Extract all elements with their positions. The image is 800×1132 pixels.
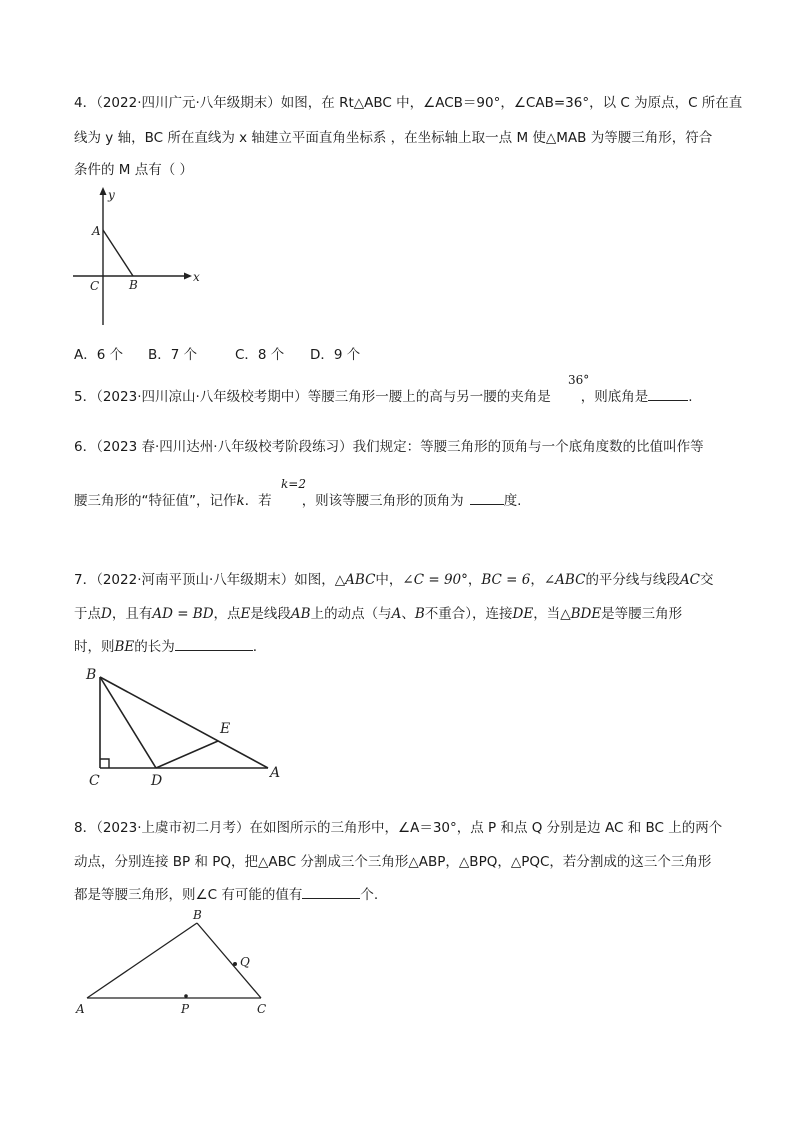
q7-ab: AB — [290, 606, 311, 622]
q6-k-value: k=2 — [281, 477, 306, 491]
q7-right-angle-mark — [100, 759, 109, 768]
q7-angle-abc: ∠ABC — [543, 572, 586, 588]
q4-label-c: C — [90, 279, 100, 293]
q7-ad-bd: AD = BD — [152, 606, 214, 622]
q6-line-1: 6．（2023 春·四川达州·八年级校考阶段练习）我们规定：等腰三角形的顶角与一个底角度数的比值叫作等 — [74, 439, 704, 455]
q5-angle-value: 36° — [568, 373, 590, 387]
q5-answer-blank[interactable] — [648, 386, 688, 401]
q7-point-e: E — [240, 606, 251, 622]
q7-side-ab — [100, 677, 268, 768]
q4-x-arrow — [184, 273, 192, 280]
q7-label-b: B — [86, 667, 97, 683]
q8-label-q: Q — [240, 955, 250, 969]
q7-label-c: C — [89, 773, 100, 789]
q8-figure — [70, 905, 285, 1020]
q7-text-2a: 于点 — [74, 606, 101, 622]
q6-answer-blank[interactable] — [470, 490, 504, 505]
q7-point-b: B — [414, 606, 425, 622]
q7-segment-bd — [100, 677, 156, 768]
q4-line-3: 条件的 M 点有（ ） — [74, 162, 194, 178]
q5-line — [74, 386, 693, 407]
q6-text-c: ，则该等腰三角形的顶角为 — [301, 493, 464, 509]
q5-end: . — [688, 389, 693, 405]
q4-option-d[interactable]: D．9 个 — [310, 347, 361, 363]
q7-text-2g: 不重合），连接 — [424, 606, 513, 622]
q8-text-3b: 个. — [360, 887, 379, 903]
q8-side-bc — [197, 923, 261, 998]
q7-label-a: A — [270, 765, 281, 781]
q7-point-d: D — [101, 606, 112, 622]
q4-label-x: x — [193, 270, 200, 284]
q8-answer-blank[interactable] — [302, 884, 360, 899]
q7-line-2 — [74, 604, 682, 624]
q7-ac: AC — [679, 572, 701, 588]
q7-label-e: E — [220, 721, 231, 737]
q7-de: DE — [512, 606, 534, 622]
q7-label-d: D — [151, 773, 163, 789]
q7-text-2i: 是等腰三角形 — [601, 606, 683, 622]
q8-line-1: 8．（2023·上虞市初二月考）在如图所示的三角形中，∠A＝30°，点 P 和点 Q 分别是边 AC 和 BC 上的两个 — [74, 820, 723, 836]
q7-triangle-abc: △ABC — [334, 572, 376, 588]
q6-line-2 — [74, 490, 521, 511]
q7-be: BE — [114, 639, 135, 655]
q7-text-1d: 交 — [700, 572, 714, 588]
q7-line-3 — [74, 636, 257, 657]
q7-figure — [80, 662, 290, 792]
q7-angle-c: ∠C = 90° — [402, 572, 468, 588]
q4-figure — [70, 185, 210, 330]
q7-text-1b: 中， — [375, 572, 403, 588]
q6-end: 度. — [503, 493, 522, 509]
q5-text-b: ，则底角是 — [580, 389, 649, 405]
q6-text-b: ．若 — [244, 493, 272, 509]
q7-text-2h: ，当 — [533, 606, 561, 622]
q4-segment-ab — [103, 230, 133, 276]
q8-label-a: A — [76, 1002, 85, 1016]
q8-line-2: 动点，分别连接 BP 和 PQ，把△ABC 分割成三个三角形△ABP，△BPQ，△PQC，若分割成的这三个三角形 — [74, 854, 712, 870]
q7-text-2e: 上的动点（与 — [310, 606, 392, 622]
q7-text-3b: 的长为 — [134, 639, 175, 655]
q7-text-2b: ，且有 — [111, 606, 153, 622]
q7-answer-blank[interactable] — [175, 636, 253, 651]
q7-segment-de — [156, 741, 218, 768]
q7-line-1 — [74, 570, 714, 590]
q6-text-a: 腰三角形的“特征值”，记作 — [74, 493, 237, 509]
q7-triangle-bde: △BDE — [560, 606, 602, 622]
q7-text-1a: 7．（2022·河南平顶山·八年级期末）如图， — [74, 572, 335, 588]
q4-option-b[interactable]: B．7 个 — [148, 347, 198, 363]
q4-label-b: B — [129, 278, 138, 292]
q7-text-1c: 的平分线与线段 — [585, 572, 680, 588]
q8-label-b: B — [193, 908, 202, 922]
q7-text-2f: 、 — [401, 606, 415, 622]
q8-label-c: C — [257, 1002, 267, 1016]
q8-line-3 — [74, 884, 378, 905]
q7-end: . — [252, 639, 258, 655]
q8-text-3a: 都是等腰三角形，则∠C 有可能的值有 — [74, 887, 303, 903]
q7-bc: BC = 6 — [481, 572, 531, 588]
q8-point-p — [184, 994, 188, 998]
q4-line-1: 4．（2022·四川广元·八年级期末）如图，在 Rt△ABC 中，∠ACB＝90°，∠CAB=36°，以 C 为原点，C 所在直 — [74, 95, 743, 111]
q8-side-ab — [87, 923, 197, 998]
q4-label-y: y — [108, 188, 115, 202]
q7-text-2c: ，点 — [213, 606, 241, 622]
q5-text-a: 5．（2023·四川凉山·八年级校考期中）等腰三角形一腰上的高与另一腰的夹角是 — [74, 389, 551, 405]
q7-text-2d: 是线段 — [250, 606, 291, 622]
q8-point-q — [233, 962, 237, 966]
q4-y-arrow — [100, 187, 107, 195]
q4-line-2: 线为 y 轴，BC 所在直线为 x 轴建立平面直角坐标系 ，在坐标轴上取一点 M 使△MAB 为等腰三角形，符合 — [74, 130, 713, 146]
q6-k: k — [236, 493, 245, 509]
q7-sep-2: ， — [530, 572, 544, 588]
q4-options — [74, 345, 360, 365]
q4-option-c[interactable]: C．8 个 — [235, 347, 285, 363]
q8-label-p: P — [181, 1002, 190, 1016]
q7-text-3a: 时，则 — [74, 639, 115, 655]
q7-point-a: A — [391, 606, 402, 622]
q4-label-a: A — [92, 224, 101, 238]
q7-sep-1: ， — [467, 572, 482, 588]
q4-option-a[interactable]: A．6 个 — [74, 347, 124, 363]
